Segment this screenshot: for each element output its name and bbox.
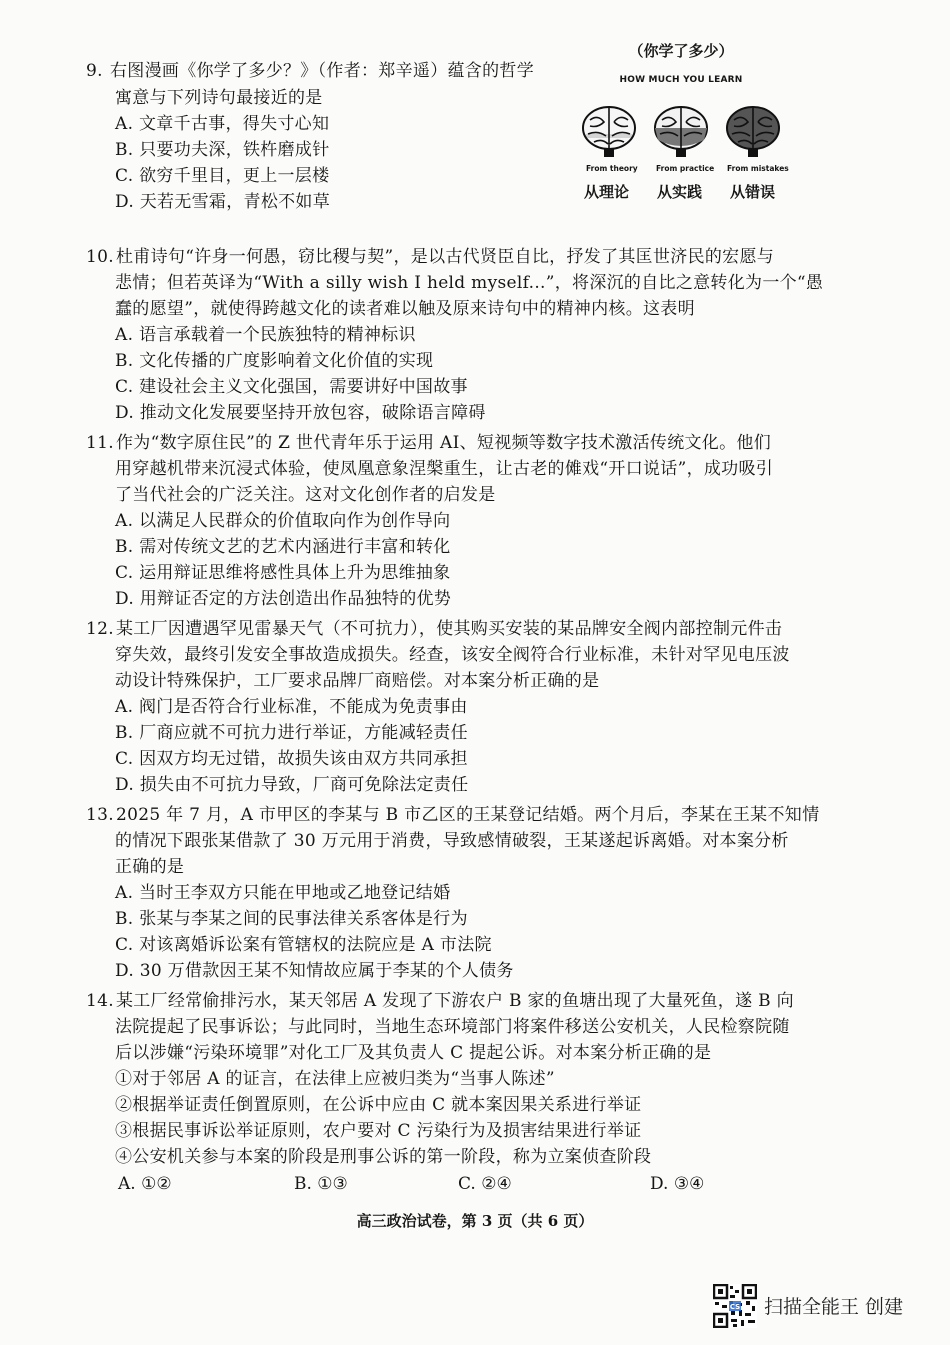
question-13-option-a[interactable]: A. 当时王李双方只能在甲地或乙地登记结婚 xyxy=(115,883,451,903)
panel-2-en-label: From practice xyxy=(656,164,715,173)
page-footer: 高三政治试卷，第 3 页（共 6 页） xyxy=(356,1212,594,1230)
question-9-stem-line-1: 右图漫画《你学了多少？》（作者：郑辛遥）蕴含的哲学 xyxy=(110,61,534,81)
question-9-option-a[interactable]: A. 文章千古事，得失寸心知 xyxy=(115,114,330,134)
svg-text:CS: CS xyxy=(729,1303,741,1311)
panel-3-en-label: From mistakes xyxy=(727,164,789,173)
question-14-number: 14. xyxy=(86,991,114,1011)
question-10-option-b[interactable]: B. 文化传播的广度影响着文化价值的实现 xyxy=(115,351,434,371)
question-14-statement-3: ③根据民事诉讼举证原则，农户要对 C 污染行为及损害结果进行举证 xyxy=(115,1121,642,1141)
question-11-stem-line-3: 了当代社会的广泛关注。这对文化创作者的启发是 xyxy=(115,485,496,505)
question-13-stem-line-3: 正确的是 xyxy=(115,857,185,877)
question-13-option-d[interactable]: D. 30 万借款因王某不知情故应属于李某的个人债务 xyxy=(115,961,514,981)
question-13-stem-line-2: 的情况下跟张某借款了 30 万元用于消费，导致感情破裂，王某遂起诉离婚。对本案分析 xyxy=(115,831,789,851)
question-12-option-c[interactable]: C. 因双方均无过错，故损失该由双方共同承担 xyxy=(115,749,468,769)
question-10-option-d[interactable]: D. 推动文化发展要坚持开放包容，破除语言障碍 xyxy=(115,403,486,423)
panel-1-en-label: From theory xyxy=(586,164,638,173)
question-12-stem-line-2: 穿失效，最终引发安全事故造成损失。经查，该安全阀符合行业标准，未针对罕见电压波 xyxy=(115,645,790,665)
question-9-number: 9. xyxy=(86,61,103,81)
question-14-choice-c[interactable]: C. ②④ xyxy=(458,1174,512,1194)
cartoon-title: （你学了多少） xyxy=(628,42,734,60)
question-10-stem-line-3: 蠢的愿望”，就使得跨越文化的读者难以触及原来诗句中的精神内核。这表明 xyxy=(115,299,695,319)
panel-3-cn-label: 从错误 xyxy=(730,183,776,201)
cartoon-subtitle: HOW MUCH YOU LEARN xyxy=(619,75,743,85)
question-12-number: 12. xyxy=(86,619,114,639)
question-14-statement-4: ④公安机关参与本案的阶段是刑事公诉的第一阶段，称为立案侦查阶段 xyxy=(115,1147,652,1167)
question-14-stem-line-2: 法院提起了民事诉讼；与此同时，当地生态环境部门将案件移送公安机关，人民检察院随 xyxy=(115,1017,790,1037)
question-11-option-b[interactable]: B. 需对传统文艺的艺术内涵进行丰富和转化 xyxy=(115,537,451,557)
question-12-option-a[interactable]: A. 阀门是否符合行业标准，不能成为免责事由 xyxy=(115,697,468,717)
question-10-option-c[interactable]: C. 建设社会主义文化强国，需要讲好中国故事 xyxy=(115,377,468,397)
watermark-text: 扫描全能王 创建 xyxy=(764,1296,904,1318)
brain-mistakes-icon xyxy=(724,104,782,160)
question-10-stem-line-1: 杜甫诗句“许身一何愚，窃比稷与契”，是以古代贤臣自比，抒发了其匡世济民的宏愿与 xyxy=(116,247,775,267)
panel-1-cn-label: 从理论 xyxy=(584,183,630,201)
question-10-option-a[interactable]: A. 语言承载着一个民族独特的精神标识 xyxy=(115,325,416,345)
question-11-option-d[interactable]: D. 用辩证否定的方法创造出作品独特的优势 xyxy=(115,589,452,609)
question-9-stem-line-2: 寓意与下列诗句最接近的是 xyxy=(115,88,323,108)
question-13-number: 13. xyxy=(86,805,114,825)
question-11-option-c[interactable]: C. 运用辩证思维将感性具体上升为思维抽象 xyxy=(115,563,451,583)
question-12-option-b[interactable]: B. 厂商应就不可抗力进行举证，方能减轻责任 xyxy=(115,723,468,743)
question-13-option-c[interactable]: C. 对该离婚诉讼案有管辖权的法院应是 A 市法院 xyxy=(115,935,492,955)
question-14-statement-2: ②根据举证责任倒置原则，在公诉中应由 C 就本案因果关系进行举证 xyxy=(115,1095,642,1115)
panel-2-cn-label: 从实践 xyxy=(657,183,703,201)
question-12-stem-line-3: 动设计特殊保护，工厂要求品牌厂商赔偿。对本案分析正确的是 xyxy=(115,671,600,691)
question-11-stem-line-2: 用穿越机带来沉浸式体验，使凤凰意象涅槃重生，让古老的傩戏“开口说话”，成功吸引 xyxy=(115,459,774,479)
question-13-stem-line-1: 2025 年 7 月，A 市甲区的李某与 B 市乙区的王某登记结婚。两个月后，李某在王某不知情 xyxy=(116,805,820,825)
brain-theory-icon xyxy=(580,104,638,160)
qr-code-icon xyxy=(713,1284,757,1328)
question-9-option-c[interactable]: C. 欲穷千里目，更上一层楼 xyxy=(115,166,330,186)
question-14-stem-line-1: 某工厂经常偷排污水，某天邻居 A 发现了下游农户 B 家的鱼塘出现了大量死鱼，遂 B 向 xyxy=(116,991,794,1011)
question-12-option-d[interactable]: D. 损失由不可抗力导致，厂商可免除法定责任 xyxy=(115,775,469,795)
question-12-stem-line-1: 某工厂因遭遇罕见雷暴天气（不可抗力），使其购买安装的某品牌安全阀内部控制元件击 xyxy=(116,619,783,639)
brain-practice-icon xyxy=(652,104,710,160)
question-14-choice-b[interactable]: B. ①③ xyxy=(294,1174,348,1194)
question-10-number: 10. xyxy=(86,247,114,267)
question-13-option-b[interactable]: B. 张某与李某之间的民事法律关系客体是行为 xyxy=(115,909,468,929)
question-9-option-b[interactable]: B. 只要功夫深，铁杵磨成针 xyxy=(115,140,330,160)
question-11-stem-line-1: 作为“数字原住民”的 Z 世代青年乐于运用 AI、短视频等数字技术激活传统文化。他们 xyxy=(116,433,771,453)
question-11-number: 11. xyxy=(86,433,114,453)
question-9-option-d[interactable]: D. 天若无雪霜，青松不如草 xyxy=(115,192,331,212)
question-11-option-a[interactable]: A. 以满足人民群众的价值取向作为创作导向 xyxy=(115,511,451,531)
cartoon-how-much-you-learn xyxy=(572,38,790,210)
question-10-stem-line-2: 悲情；但若英译为“With a silly wish I held myself...”，将深沉的自比之意转化为一个“愚 xyxy=(115,273,824,293)
question-14-statement-1: ①对于邻居 A 的证言，在法律上应被归类为“当事人陈述” xyxy=(115,1069,555,1089)
question-14-choice-a[interactable]: A. ①② xyxy=(118,1174,172,1194)
question-14-stem-line-3: 后以涉嫌“污染环境罪”对化工厂及其负责人 C 提起公诉。对本案分析正确的是 xyxy=(115,1043,712,1063)
question-14-choice-d[interactable]: D. ③④ xyxy=(650,1174,705,1194)
